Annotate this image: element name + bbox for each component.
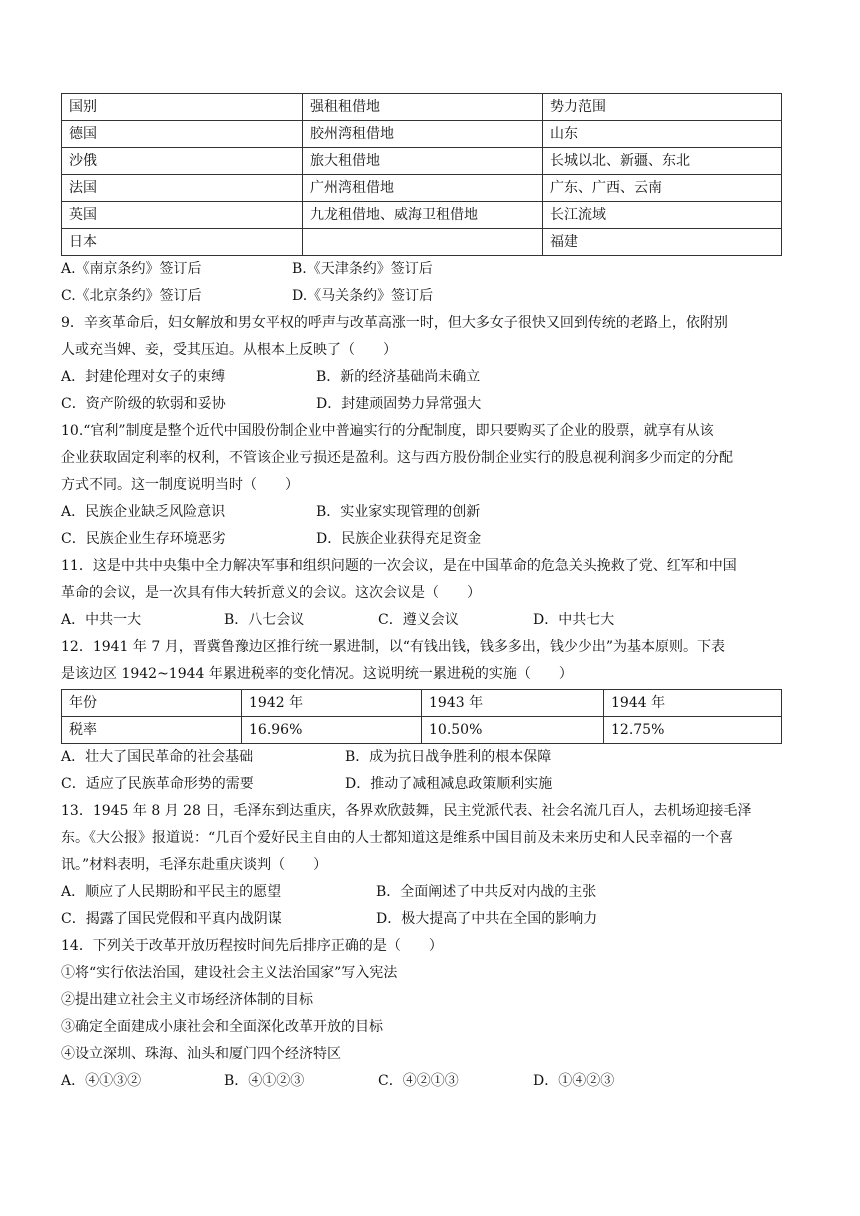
q11-option-b[interactable]: B．八七会议	[224, 612, 305, 628]
q13-stem-line: 东。《大公报》报道说：“几百个爱好民主自由的人士都知道这是维系中国目前及未来历史和人民幸福的一个喜	[61, 830, 734, 846]
q12-options-row-1	[61, 744, 783, 771]
q10-stem-line: 方式不同。这一制度说明当时（ ）	[61, 477, 299, 493]
table-cell: 日本	[62, 229, 303, 256]
q12-stem-line: 是该边区 1942~1944 年累进税率的变化情况。这说明统一累进税的实施（ ）	[61, 666, 573, 682]
table-header-row	[62, 94, 782, 121]
table-header-row	[62, 690, 782, 717]
q12-option-c[interactable]: C．适应了民族革命形势的需要	[61, 776, 254, 792]
q9-option-b[interactable]: B．新的经济基础尚未确立	[316, 369, 481, 385]
q14-option-c[interactable]: C．④②①③	[378, 1073, 459, 1089]
table-cell: 税率	[62, 717, 242, 744]
q10-stem-line: 10.“官利”制度是整个近代中国股份制企业中普遍实行的分配制度，即只要购买了企业的股票，就享有从该	[61, 423, 714, 439]
q8-options-row-1	[61, 256, 783, 283]
q8-option-b[interactable]: B.《天津条约》签订后	[292, 261, 433, 277]
q14-statement: ④设立深圳、珠海、汕头和厦门四个经济特区	[61, 1046, 341, 1062]
concession-table	[61, 93, 782, 256]
q9-option-c[interactable]: C．资产阶级的软弱和妥协	[61, 396, 226, 412]
q14-statement: ①将“实行依法治国，建设社会主义法治国家”写入宪法	[61, 965, 398, 981]
table-cell: 10.50%	[422, 717, 604, 744]
table-row	[62, 175, 782, 202]
table-cell: 长城以北、新疆、东北	[543, 148, 782, 175]
table-cell: 法国	[62, 175, 303, 202]
table-cell: 长江流域	[543, 202, 782, 229]
q12-option-d[interactable]: D．推动了减租减息政策顺利实施	[345, 776, 553, 792]
table-cell: 旅大租借地	[303, 148, 543, 175]
q14-option-a[interactable]: A．④①③②	[61, 1073, 142, 1089]
table-cell: 英国	[62, 202, 303, 229]
q11-stem-line: 革命的会议，是一次具有伟大转折意义的会议。这次会议是（ ）	[61, 585, 481, 601]
table-header-cell: 1942 年	[242, 690, 422, 717]
q13-options-row-1	[61, 879, 783, 906]
table-cell: 沙俄	[62, 148, 303, 175]
q13-option-b[interactable]: B．全面阐述了中共反对内战的主张	[376, 884, 597, 900]
q12-stem-line: 12．1941 年 7 月，晋冀鲁豫边区推行统一累进制，以“有钱出钱，钱多多出，钱少少出”为基本原则。下表	[61, 639, 726, 655]
table-header-cell: 国别	[62, 94, 303, 121]
q10-option-d[interactable]: D．民族企业获得充足资金	[316, 531, 482, 547]
exam-page	[61, 93, 783, 1095]
q11-option-a[interactable]: A．中共一大	[61, 612, 142, 628]
table-cell: 广东、广西、云南	[543, 175, 782, 202]
table-row	[62, 717, 782, 744]
q9-options-row-2	[61, 391, 783, 418]
table-row	[62, 148, 782, 175]
q8-option-c[interactable]: C.《北京条约》签订后	[61, 288, 202, 304]
q13-options-row-2	[61, 906, 783, 933]
q11-options-row	[61, 607, 783, 634]
q9-options-row-1	[61, 364, 783, 391]
table-header-cell: 强租租借地	[303, 94, 543, 121]
q10-option-b[interactable]: B．实业家实现管理的创新	[316, 504, 481, 520]
q11-option-c[interactable]: C．遵义会议	[378, 612, 459, 628]
table-cell	[303, 229, 543, 256]
table-header-cell: 年份	[62, 690, 242, 717]
table-cell: 12.75%	[604, 717, 782, 744]
table-row	[62, 202, 782, 229]
q10-option-c[interactable]: C．民族企业生存环境恶劣	[61, 531, 226, 547]
q14-statement: ③确定全面建成小康社会和全面深化改革开放的目标	[61, 1019, 383, 1035]
tax-rate-table	[61, 689, 782, 744]
q10-stem-line: 企业获取固定利率的权利，不管该企业亏损还是盈利。这与西方股份制企业实行的股息视利润多少而定的分配	[61, 450, 733, 466]
q9-stem-line: 人或充当婢、妾，受其压迫。从根本上反映了（ ）	[61, 342, 397, 358]
q14-option-b[interactable]: B．④①②③	[224, 1073, 305, 1089]
table-cell: 胶州湾租借地	[303, 121, 543, 148]
q13-option-d[interactable]: D．极大提高了中共在全国的影响力	[376, 911, 598, 927]
q10-options-row-1	[61, 499, 783, 526]
table-row	[62, 229, 782, 256]
table-cell: 广州湾租借地	[303, 175, 543, 202]
table-header-cell: 势力范围	[543, 94, 782, 121]
table-cell: 九龙租借地、威海卫租借地	[303, 202, 543, 229]
q8-option-d[interactable]: D.《马关条约》签订后	[292, 288, 434, 304]
q9-option-d[interactable]: D．封建顽固势力异常强大	[316, 396, 482, 412]
q11-stem-line: 11．这是中共中央集中全力解决军事和组织问题的一次会议，是在中国革命的危急关头挽救了党、红军和中国	[61, 558, 737, 574]
table-cell: 山东	[543, 121, 782, 148]
q8-option-a[interactable]: A.《南京条约》签订后	[61, 261, 202, 277]
q14-statement: ②提出建立社会主义市场经济体制的目标	[61, 992, 313, 1008]
q12-option-b[interactable]: B．成为抗日战争胜利的根本保障	[345, 749, 552, 765]
q9-option-a[interactable]: A．封建伦理对女子的束缚	[61, 369, 226, 385]
table-header-cell: 1943 年	[422, 690, 604, 717]
table-row	[62, 121, 782, 148]
q13-stem-line: 13．1945 年 8 月 28 日，毛泽东到达重庆，各界欢欣鼓舞，民主党派代表、社会名流几百人，去机场迎接毛泽	[61, 803, 752, 819]
q8-options-row-2	[61, 283, 783, 310]
q10-option-a[interactable]: A．民族企业缺乏风险意识	[61, 504, 226, 520]
q14-stem-line: 14．下列关于改革开放历程按时间先后排序正确的是（ ）	[61, 938, 443, 954]
q9-stem-line: 9．辛亥革命后，妇女解放和男女平权的呼声与改革高涨一时，但大多女子很快又回到传统的老路上，依附别	[61, 315, 728, 331]
table-cell: 福建	[543, 229, 782, 256]
q10-options-row-2	[61, 526, 783, 553]
q11-option-d[interactable]: D．中共七大	[533, 612, 615, 628]
q14-options-row	[61, 1068, 783, 1095]
q12-options-row-2	[61, 771, 783, 798]
table-cell: 德国	[62, 121, 303, 148]
q14-option-d[interactable]: D．①④②③	[533, 1073, 615, 1089]
q13-option-a[interactable]: A．顺应了人民期盼和平民主的愿望	[61, 884, 282, 900]
table-cell: 16.96%	[242, 717, 422, 744]
q12-option-a[interactable]: A．壮大了国民革命的社会基础	[61, 749, 254, 765]
table-header-cell: 1944 年	[604, 690, 782, 717]
q13-option-c[interactable]: C．揭露了国民党假和平真内战阴谋	[61, 911, 282, 927]
q13-stem-line: 讯。”材料表明，毛泽东赴重庆谈判（ ）	[61, 857, 328, 873]
